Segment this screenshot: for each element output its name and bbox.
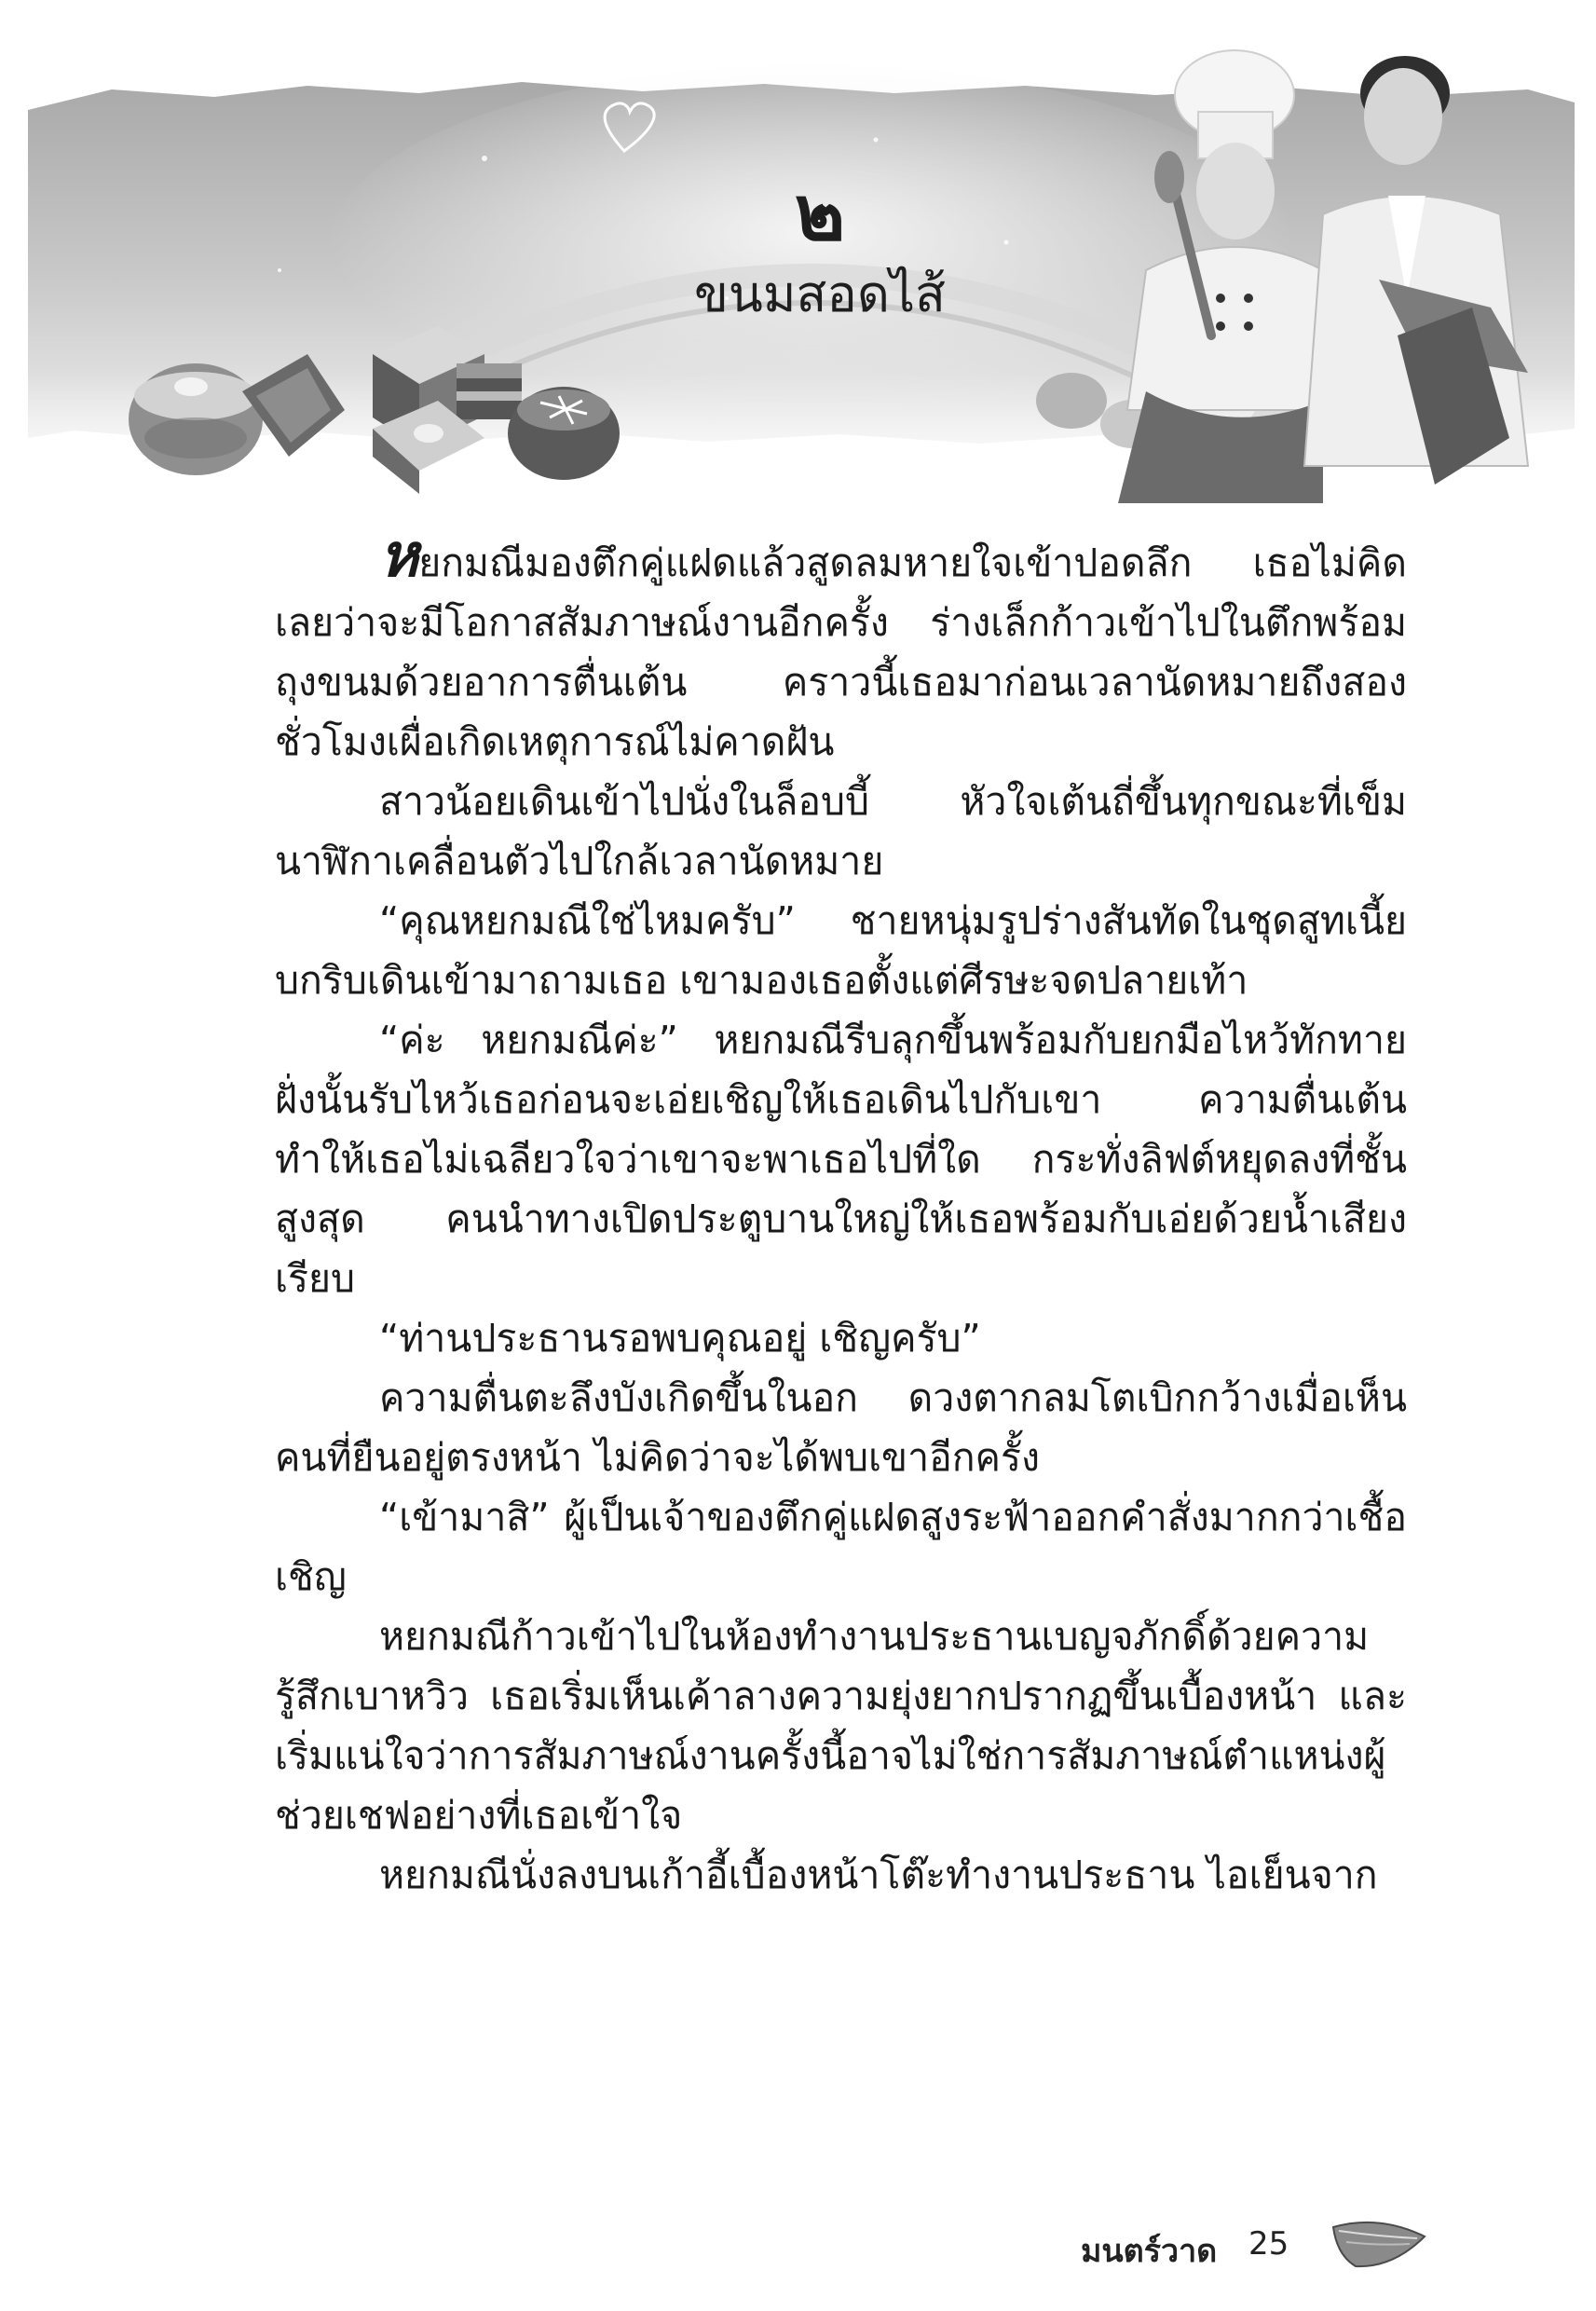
paragraph: ความตื่นตะลึงบังเกิดขึ้นในอก ดวงตากลมโตเบิกกว้างเมื่อเห็นคนที่ยืนอยู่ตรงหน้า ไม่คิดว่าจะได้พบเขาอีกครั้ง [275,1375,1407,1480]
paragraph [275,522,1407,772]
page-number: 25 [1248,2225,1289,2263]
dessert-layer-illustration [457,363,522,419]
paragraph-text: ยกมณีมองตึกคู่แฝดแล้วสูดลมหายใจเข้าปอดลึก เธอไม่คิดเลยว่าจะมีโอกาสสัมภาษณ์งานอีกครั้ง ร่างเล็กก้าวเข้าไปในตึกพร้อมถุงขนมด้วยอาการตื่นเต้น คราวนี้เธอมาก่อนเวลานัดหมายถึงสองชั่วโมงเผื่อเกิดเหตุการณ์ไม่คาดฝัน [275,540,1407,764]
paragraph: หยกมณีนั่งลงบนเก้าอี้เบื้องหน้าโต๊ะทำงานประธาน ไอเย็นจาก [379,1853,1378,1897]
dessert-round-illustration [508,387,620,480]
paragraph: “เข้ามาสิ” ผู้เป็นเจ้าของตึกคู่แฝดสูงระฟ้าออกคำสั่งมากกว่าเชื้อเชิญ [275,1495,1407,1599]
paragraph: “ค่ะ หยกมณีค่ะ” หยกมณีรีบลุกขึ้นพร้อมกับยกมือไหว้ทักทาย ฝั่งนั้นรับไหว้เธอก่อนจะเอ่ยเชิญให้เธอเดินไปกับเขา ความตื่นเต้นทำให้เธอไม่เฉลียวใจว่าเขาจะพาเธอไปที่ใด กระทั่งลิฟต์หยุดลงที่ชั้นสูงสุด คนนำทางเปิดประตูบานใหญ่ให้เธอพร้อมกับเอ่ยด้วยน้ำเสียงเรียบ [275,1018,1407,1301]
paragraph: “คุณหยกมณีใช่ไหมครับ” ชายหนุ่มรูปร่างสันทัดในชุดสูทเนี้ยบกริบเดินเข้ามาถามเธอ เขามองเธอตั้งแต่ศีรษะจดปลายเท้า [275,898,1407,1003]
drop-cap: ห [379,522,419,591]
page-footer [1062,2208,1472,2283]
footer-author: มนตร์วาด [1081,2233,1218,2270]
chapter-body [275,522,1407,1905]
chapter-banner [0,0,1596,508]
paragraph: “ท่านประธานรอพบคุณอยู่ เชิญครับ” [379,1316,981,1361]
dessert-bowl-illustration [129,363,263,475]
chapter-number: ๒ [794,170,846,258]
paragraph: หยกมณีก้าวเข้าไปในห้องทำงานประธานเบญจภักดิ์ด้วยความรู้สึกเบาหวิว เธอเริ่มเห็นเค้าลางความยุ่งยากปรากฏขึ้นเบื้องหน้า และเริ่มแน่ใจว่าการสัมภาษณ์งานครั้งนี้อาจไม่ใช่การสัมภาษณ์ตำแหน่งผู้ช่วยเชฟอย่างที่เธอเข้าใจ [275,1614,1407,1838]
leaf-boat-icon [1328,2208,1430,2276]
chapter-heading [559,172,1081,327]
chapter-title: ขนมสอดไส้ [694,265,946,323]
paragraph: สาวน้อยเดินเข้าไปนั่งในล็อบบี้ หัวใจเต้นถี่ขึ้นทุกขณะที่เข็มนาฬิกาเคลื่อนตัวไปใกล้เวลานัดหมาย [275,779,1407,883]
